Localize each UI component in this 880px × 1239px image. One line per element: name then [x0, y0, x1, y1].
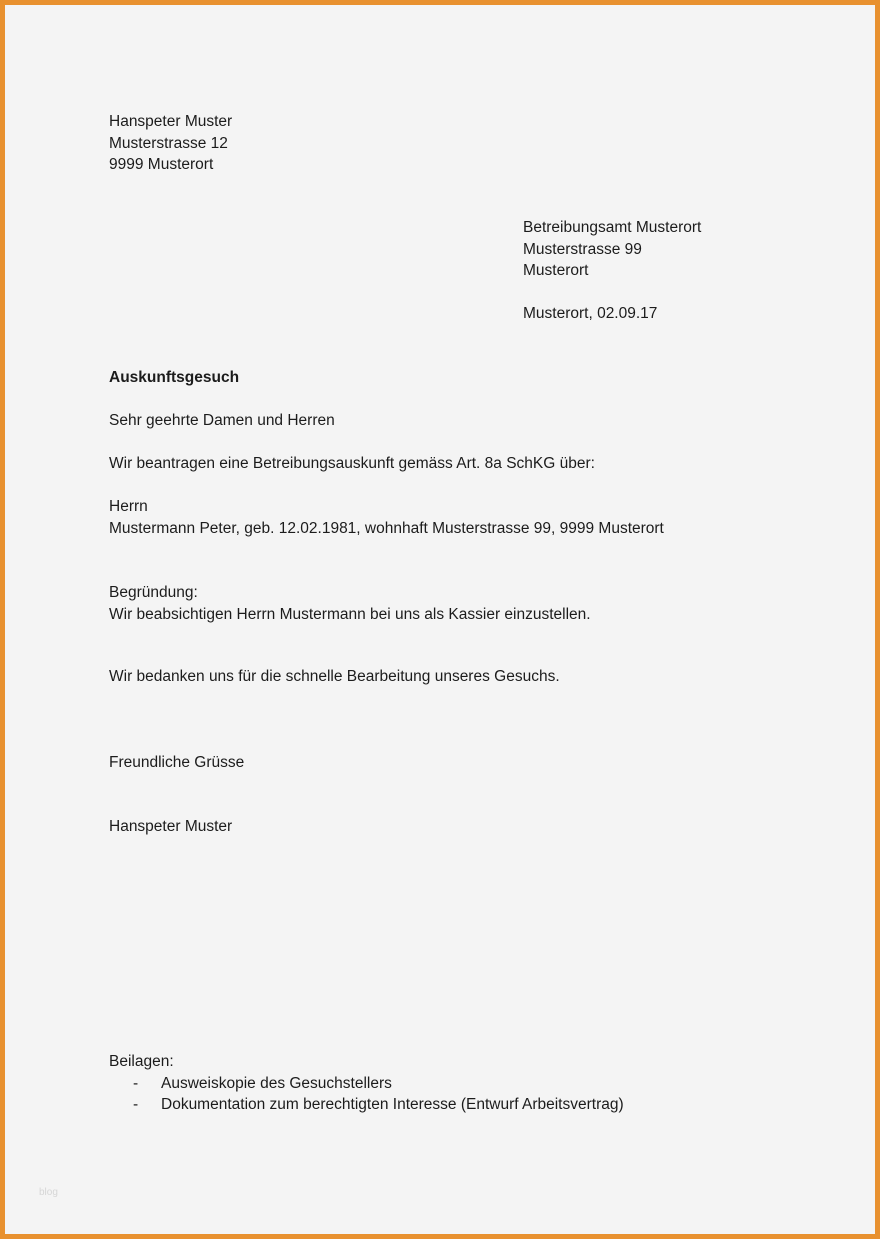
thanks-paragraph — [109, 666, 560, 688]
attachment-text: Ausweiskopie des Gesuchstellers — [161, 1074, 392, 1092]
list-bullet: - — [133, 1096, 139, 1113]
reason-paragraph — [109, 582, 591, 625]
salutation — [109, 410, 335, 432]
list-bullet: - — [133, 1074, 139, 1092]
salutation-text: Sehr geehrte Damen und Herren — [109, 412, 335, 429]
reason-text: Wir beabsichtigen Herrn Mustermann bei uns als Kassier einzustellen. — [109, 605, 591, 623]
signature — [109, 816, 232, 838]
subject-person-title: Herrn — [109, 498, 148, 515]
subject-text: Auskunftsgesuch — [109, 369, 240, 386]
attachment-item — [109, 1094, 624, 1116]
closing — [109, 752, 244, 774]
sender-city: 9999 Musterort — [109, 156, 214, 173]
date-text: Musterort, 02.09.17 — [523, 305, 658, 322]
signature-text: Hanspeter Muster — [109, 818, 233, 835]
recipient-street: Musterstrasse 99 — [523, 240, 642, 258]
intro-text: Wir beantragen eine Betreibungsauskunft gemäss Art. 8a SchKG über: — [109, 455, 595, 472]
recipient-city: Musterort — [523, 262, 589, 279]
sender-street: Musterstrasse 12 — [109, 134, 228, 152]
subject-person-details: Mustermann Peter, geb. 12.02.1981, wohnhaft Musterstrasse 99, 9999 Musterort — [109, 519, 664, 537]
attachments — [109, 1051, 624, 1116]
attachments-list — [109, 1073, 624, 1116]
recipient-name: Betreibungsamt Musterort — [523, 219, 702, 236]
reason-label: Begründung: — [109, 584, 198, 601]
sender-address — [109, 111, 232, 176]
sender-name: Hanspeter Muster — [109, 113, 233, 130]
recipient-address — [523, 217, 701, 282]
attachment-text: Dokumentation zum berechtigten Interesse (Entwurf Arbeitsvertrag) — [161, 1096, 624, 1113]
letter-subject — [109, 367, 239, 389]
thanks-text: Wir bedanken uns für die schnelle Bearbeitung unseres Gesuchs. — [109, 668, 560, 685]
attachments-label: Beilagen: — [109, 1053, 174, 1070]
attachment-item — [109, 1073, 624, 1095]
closing-text: Freundliche Grüsse — [109, 754, 245, 771]
subject-person — [109, 496, 664, 539]
intro-paragraph — [109, 453, 595, 475]
date-line — [523, 303, 657, 325]
watermark: blog — [39, 1187, 58, 1198]
